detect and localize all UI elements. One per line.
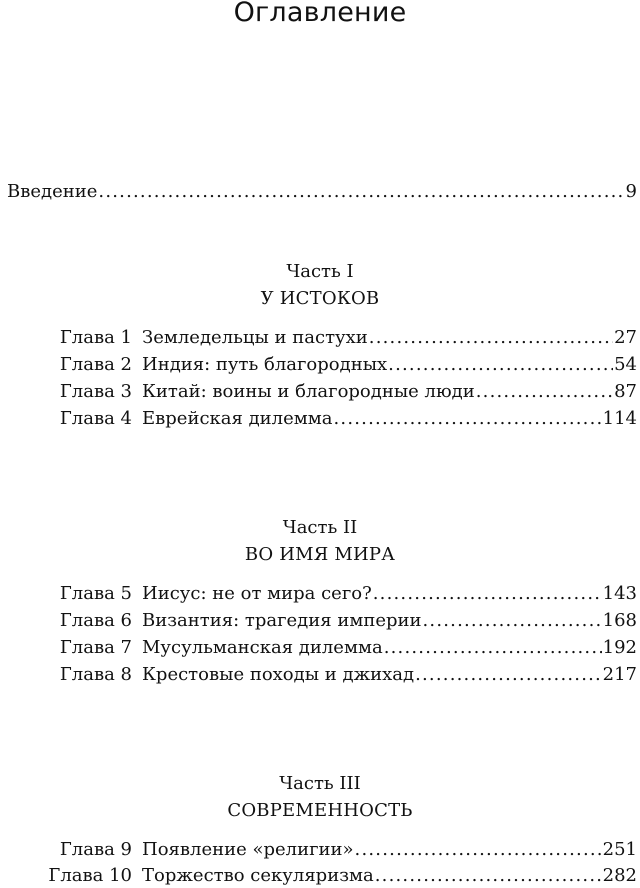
toc-entry-intro[interactable]: [7, 180, 637, 204]
dot-leader: [369, 326, 613, 350]
toc-entry-chapter-6[interactable]: [32, 609, 637, 633]
dot-leader: [388, 353, 613, 377]
page-title: Оглавление: [233, 0, 407, 28]
chapter-title: Еврейская дилемма: [142, 408, 333, 429]
chapter-title: Земледельцы и пастухи: [142, 327, 368, 348]
toc-entry-chapter-4[interactable]: [32, 407, 637, 431]
page-number: 192: [602, 637, 637, 658]
toc-entry-chapter-3[interactable]: [32, 380, 637, 404]
chapter-label: Глава 1: [59, 327, 132, 348]
page-number: 282: [602, 865, 637, 886]
chapter-label: Глава 9: [59, 839, 132, 860]
chapter-title: Появление «религии»: [142, 839, 354, 860]
chapter-label: Глава 2: [59, 354, 132, 375]
dot-leader: [355, 838, 602, 862]
page-number: 27: [614, 327, 637, 348]
toc-entry-chapter-7[interactable]: [32, 636, 637, 660]
chapter-title: Торжество секуляризма: [142, 865, 374, 886]
chapter-label: Глава 7: [59, 637, 132, 658]
page-number: 251: [602, 839, 637, 860]
part-title: У ИСТОКОВ: [260, 288, 380, 309]
toc-entry-chapter-10[interactable]: [32, 864, 637, 888]
page-number: 143: [602, 583, 637, 604]
dot-leader: [98, 180, 624, 204]
toc-entry-chapter-9[interactable]: [32, 838, 637, 862]
part-title: ВО ИМЯ МИРА: [244, 544, 396, 565]
toc-entry-chapter-5[interactable]: [32, 582, 637, 606]
toc-entry-chapter-2[interactable]: [32, 353, 637, 377]
chapter-title: Индия: путь благородных: [142, 354, 388, 375]
chapter-title: Китай: воины и благородные люди: [142, 381, 475, 402]
dot-leader: [375, 864, 602, 888]
chapter-label: Глава 10: [48, 865, 132, 886]
page-number: 114: [602, 408, 637, 429]
chapter-label: Глава 8: [59, 664, 132, 685]
page-number: 87: [614, 381, 637, 402]
page-number: 9: [625, 181, 637, 202]
page-number: 168: [602, 610, 637, 631]
entry-title: Введение: [7, 181, 98, 202]
part-label: Часть II: [282, 517, 358, 538]
dot-leader: [373, 582, 602, 606]
page-number: 54: [614, 354, 637, 375]
toc-entry-chapter-8[interactable]: [32, 663, 637, 687]
part-label: Часть I: [286, 261, 354, 282]
part-label: Часть III: [279, 773, 361, 794]
chapter-label: Глава 3: [59, 381, 132, 402]
dot-leader: [334, 407, 602, 431]
part-title: СОВРЕМЕННОСТЬ: [227, 800, 413, 821]
page-number: 217: [602, 664, 637, 685]
chapter-label: Глава 5: [59, 583, 132, 604]
toc-entry-chapter-1[interactable]: [32, 326, 637, 350]
dot-leader: [422, 609, 601, 633]
chapter-label: Глава 4: [59, 408, 132, 429]
dot-leader: [384, 636, 602, 660]
chapter-title: Иисус: не от мира сего?: [142, 583, 372, 604]
chapter-title: Византия: трагедия империи: [142, 610, 422, 631]
chapter-title: Мусульманская дилемма: [142, 637, 383, 658]
dot-leader: [415, 663, 602, 687]
dot-leader: [476, 380, 613, 404]
chapter-title: Крестовые походы и джихад: [142, 664, 415, 685]
chapter-label: Глава 6: [59, 610, 132, 631]
